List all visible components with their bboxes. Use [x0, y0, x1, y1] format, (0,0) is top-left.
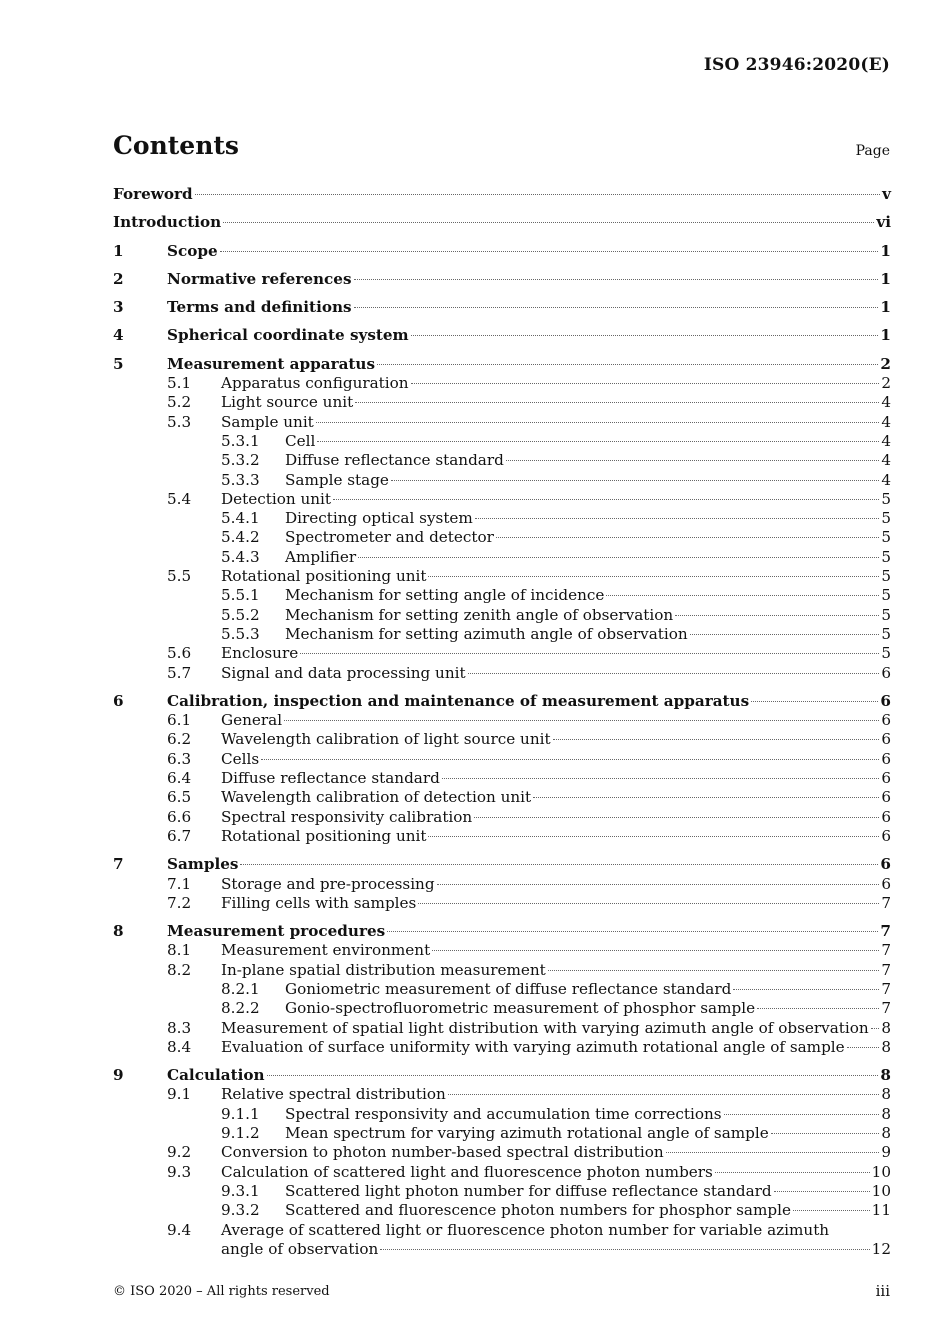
toc-entry-number: 5.4.3 — [221, 547, 260, 566]
toc-entry-number: 9.3.2 — [221, 1201, 260, 1220]
toc-entry-title[interactable]: Foreword — [113, 185, 193, 203]
toc-entry-title[interactable]: Average of scattered light or fluorescence photon number for variable azimuth — [221, 1220, 830, 1239]
toc-entry-number: 5.4.1 — [221, 509, 260, 528]
toc-entry-title[interactable]: Mechanism for setting azimuth angle of observation — [285, 624, 688, 643]
copyright-notice: © ISO 2020 – All rights reserved — [113, 1284, 330, 1299]
toc-entry[interactable] — [113, 586, 891, 605]
toc-entry-title[interactable]: Evaluation of surface uniformity with varying azimuth rotational angle of sample — [221, 1037, 845, 1056]
toc-entry-page: 7 — [881, 979, 891, 998]
toc-entry[interactable] — [113, 980, 891, 999]
toc-entry-number: 8.4 — [167, 1037, 192, 1056]
toc-entry-page: 5 — [881, 567, 891, 586]
toc-entry-title[interactable]: Signal and data processing unit — [221, 663, 466, 682]
toc-entry[interactable] — [113, 393, 891, 412]
toc-entry-page: 4 — [881, 470, 891, 489]
toc-entry-number: 9.1 — [167, 1085, 192, 1104]
toc-entry-page: 8 — [881, 1037, 891, 1056]
toc-entry[interactable] — [113, 374, 891, 393]
toc-entry-title[interactable]: Measurement procedures — [167, 922, 386, 941]
toc-entry[interactable] — [113, 185, 891, 204]
toc-entry-page: 11 — [871, 1201, 891, 1220]
toc-entry-title[interactable]: Detection unit — [221, 489, 331, 508]
toc-entry[interactable] — [113, 855, 891, 874]
table-of-contents — [113, 185, 891, 1259]
toc-entry[interactable] — [113, 1038, 891, 1057]
toc-entry-page: 12 — [871, 1239, 891, 1258]
toc-entry-title[interactable]: Calibration, inspection and maintenance of measurement apparatus — [167, 691, 750, 710]
toc-entry-page: 6 — [881, 711, 891, 730]
toc-entry-number: 7.1 — [167, 874, 192, 893]
toc-entry[interactable] — [113, 413, 891, 432]
dot-leader — [468, 673, 880, 674]
toc-entry-number: 5.5.2 — [221, 605, 260, 624]
toc-entry-title[interactable]: Calculation of scattered light and fluorescence photon numbers — [221, 1162, 713, 1181]
toc-entry[interactable] — [113, 750, 891, 769]
dot-leader — [666, 1152, 880, 1153]
toc-entry-title[interactable]: Wavelength calibration of detection unit — [221, 788, 532, 807]
toc-entry-number: 7 — [113, 855, 124, 874]
toc-entry[interactable] — [113, 606, 891, 625]
toc-entry-number: 5.1 — [167, 374, 192, 393]
dot-leader — [316, 422, 880, 423]
page-number: iii — [875, 1282, 890, 1300]
toc-entry[interactable] — [113, 1221, 891, 1240]
dot-leader — [437, 884, 880, 885]
toc-entry-number: 6.6 — [167, 807, 192, 826]
dot-leader — [757, 1008, 879, 1009]
dot-leader — [223, 222, 874, 223]
dot-leader — [411, 335, 879, 336]
toc-entry-number: 4 — [113, 326, 124, 345]
dot-leader — [377, 364, 878, 365]
toc-entry-title[interactable]: Goniometric measurement of diffuse reflectance standard — [285, 979, 732, 998]
toc-entry[interactable] — [113, 1182, 891, 1201]
toc-entry-number: 7.2 — [167, 893, 192, 912]
toc-entry-page: 1 — [880, 298, 891, 317]
toc-entry-number: 6.7 — [167, 826, 192, 845]
toc-entry[interactable] — [113, 548, 891, 567]
toc-entry-number: 8 — [113, 922, 124, 941]
toc-entry-page: 7 — [880, 922, 891, 941]
toc-entry[interactable] — [113, 451, 891, 470]
toc-entry-title[interactable]: Mechanism for setting zenith angle of observation — [285, 605, 674, 624]
toc-entry-title[interactable]: Scattered and fluorescence photon numbers for phosphor sample — [285, 1201, 791, 1220]
toc-entry[interactable] — [113, 894, 891, 913]
toc-entry-number: 8.2 — [167, 960, 192, 979]
toc-entry-page: 6 — [881, 874, 891, 893]
dot-leader — [411, 383, 880, 384]
toc-entry-title[interactable]: Amplifier — [285, 547, 357, 566]
toc-entry-title[interactable]: Terms and definitions — [167, 298, 352, 317]
toc-entry[interactable] — [113, 213, 891, 232]
toc-entry-page: 9 — [881, 1143, 891, 1162]
toc-entry-page: vi — [876, 213, 891, 232]
toc-entry-page: 1 — [880, 241, 891, 260]
toc-entry-title[interactable]: Spectrometer and detector — [285, 528, 494, 547]
toc-entry-number: 9.3 — [167, 1162, 192, 1181]
dot-leader — [496, 537, 879, 538]
toc-entry-title[interactable]: Spherical coordinate system — [167, 326, 409, 345]
dot-leader — [751, 701, 878, 702]
toc-entry-page: 6 — [881, 788, 891, 807]
toc-entry[interactable] — [113, 625, 891, 644]
toc-entry-title[interactable]: Gonio-spectrofluorometric measurement of phosphor sample — [285, 999, 756, 1018]
toc-entry-title[interactable]: Light source unit — [221, 393, 354, 412]
toc-entry[interactable] — [113, 355, 891, 374]
dot-leader — [317, 441, 879, 442]
toc-entry[interactable] — [113, 922, 891, 941]
dot-leader — [448, 1094, 880, 1095]
toc-entry-page: 8 — [881, 1018, 891, 1037]
toc-entry[interactable] — [113, 1019, 891, 1038]
toc-entry-page: v — [882, 185, 891, 203]
toc-entry-title[interactable]: Rotational positioning unit — [221, 567, 427, 586]
toc-entry-title[interactable]: Spectral responsivity calibration — [221, 807, 473, 826]
toc-entry-page: 7 — [881, 960, 891, 979]
dot-leader — [442, 778, 879, 779]
toc-entry-page: 7 — [881, 999, 891, 1018]
toc-entry[interactable] — [113, 1124, 891, 1143]
toc-entry-title[interactable]: Directing optical system — [285, 509, 473, 528]
toc-entry-number: 8.2.2 — [221, 999, 260, 1018]
document-id: ISO 23946:2020(E) — [703, 55, 890, 75]
toc-entry-number: 6 — [113, 691, 124, 710]
toc-entry-page: 7 — [881, 893, 891, 912]
toc-entry-page: 8 — [881, 1104, 891, 1123]
dot-leader — [871, 1028, 880, 1029]
toc-entry[interactable] — [113, 730, 891, 749]
toc-entry[interactable] — [113, 1240, 891, 1259]
toc-entry-title[interactable]: Scope — [167, 241, 218, 260]
dot-leader — [847, 1047, 880, 1048]
toc-entry[interactable] — [113, 1105, 891, 1124]
toc-entry[interactable] — [113, 711, 891, 730]
toc-entry[interactable] — [113, 692, 891, 711]
toc-entry-page: 6 — [881, 769, 891, 788]
toc-entry-page: 4 — [881, 431, 891, 450]
toc-entry[interactable] — [113, 432, 891, 451]
toc-entry-title[interactable]: Measurement apparatus — [167, 354, 376, 373]
toc-entry-page: 2 — [880, 354, 891, 373]
dot-leader — [387, 931, 878, 932]
toc-entry-number: 6.2 — [167, 730, 192, 749]
toc-entry-title[interactable]: Measurement of spatial light distribution with varying azimuth angle of observation — [221, 1018, 869, 1037]
toc-entry-page: 5 — [881, 644, 891, 663]
toc-entry-page: 2 — [881, 374, 891, 393]
toc-entry-page: 8 — [881, 1085, 891, 1104]
toc-entry-number: 5.4 — [167, 489, 192, 508]
dot-leader — [354, 279, 879, 280]
dot-leader — [354, 307, 879, 308]
toc-entry-number: 8.3 — [167, 1018, 192, 1037]
toc-entry-title[interactable]: Enclosure — [221, 644, 299, 663]
dot-leader — [553, 739, 880, 740]
dot-leader — [391, 480, 879, 481]
toc-entry[interactable] — [113, 490, 891, 509]
dot-leader — [474, 817, 879, 818]
contents-heading: Contents — [113, 131, 240, 160]
dot-leader — [333, 499, 879, 500]
toc-entry[interactable] — [113, 1201, 891, 1220]
toc-entry-title[interactable]: Diffuse reflectance standard — [221, 769, 440, 788]
toc-entry-title[interactable]: Rotational positioning unit — [221, 826, 427, 845]
toc-entry-page: 1 — [880, 326, 891, 345]
toc-entry-page: 6 — [881, 826, 891, 845]
toc-entry[interactable] — [113, 528, 891, 547]
toc-entry-title[interactable]: In-plane spatial distribution measurement — [221, 960, 546, 979]
dot-leader — [533, 797, 879, 798]
toc-entry-number: 5.3.3 — [221, 470, 260, 489]
toc-entry-number: 5.3.2 — [221, 451, 260, 470]
toc-entry-title[interactable]: Mechanism for setting angle of incidence — [285, 586, 605, 605]
toc-entry-title[interactable]: Relative spectral distribution — [221, 1085, 446, 1104]
toc-entry[interactable] — [113, 941, 891, 960]
toc-entry-number: 5.5 — [167, 567, 192, 586]
toc-entry-page: 4 — [881, 412, 891, 431]
toc-entry-title[interactable]: Introduction — [113, 213, 222, 232]
toc-entry-number: 9.1.2 — [221, 1124, 260, 1143]
toc-entry-page: 1 — [880, 269, 891, 288]
toc-entry-number: 5.2 — [167, 393, 192, 412]
dot-leader — [724, 1114, 880, 1115]
toc-entry-title[interactable]: Calculation — [167, 1066, 265, 1085]
dot-leader — [715, 1172, 870, 1173]
toc-entry[interactable] — [113, 567, 891, 586]
dot-leader — [548, 970, 880, 971]
toc-entry-page: 10 — [871, 1181, 891, 1200]
toc-entry[interactable] — [113, 788, 891, 807]
toc-entry-title[interactable]: Cells — [221, 749, 260, 768]
toc-entry-title[interactable]: Measurement environment — [221, 941, 431, 960]
toc-entry[interactable] — [113, 1143, 891, 1162]
toc-entry-number: 5 — [113, 354, 124, 373]
toc-entry-number: 6.4 — [167, 769, 192, 788]
dot-leader — [240, 864, 878, 865]
toc-entry-number: 9.3.1 — [221, 1181, 260, 1200]
toc-entry-number: 3 — [113, 298, 124, 317]
dot-leader — [506, 460, 879, 461]
toc-entry-title[interactable]: Apparatus configuration — [221, 374, 409, 393]
toc-entry[interactable] — [113, 999, 891, 1018]
dot-leader — [380, 1249, 869, 1250]
toc-entry-page: 5 — [881, 605, 891, 624]
toc-entry-number: 8.1 — [167, 941, 192, 960]
toc-entry-number: 6.5 — [167, 788, 192, 807]
toc-entry-number: 5.6 — [167, 644, 192, 663]
dot-leader — [428, 836, 879, 837]
toc-entry-title[interactable]: Scattered light photon number for diffuse reflectance standard — [285, 1181, 772, 1200]
toc-entry-number: 5.7 — [167, 663, 192, 682]
toc-entry-page: 8 — [881, 1124, 891, 1143]
toc-entry[interactable] — [113, 769, 891, 788]
toc-entry-number: 9.2 — [167, 1143, 192, 1162]
dot-leader — [355, 402, 879, 403]
toc-entry[interactable] — [113, 664, 891, 683]
dot-leader — [261, 759, 879, 760]
dot-leader — [300, 653, 879, 654]
toc-entry-number: 5.4.2 — [221, 528, 260, 547]
toc-entry-number: 8.2.1 — [221, 979, 260, 998]
toc-entry[interactable] — [113, 827, 891, 846]
toc-entry[interactable] — [113, 242, 891, 261]
toc-entry-title[interactable]: Sample stage — [285, 470, 389, 489]
toc-entry-title[interactable]: Sample unit — [221, 412, 314, 431]
toc-entry-title[interactable]: Wavelength calibration of light source unit — [221, 730, 551, 749]
dot-leader — [606, 595, 879, 596]
toc-entry-title[interactable]: Spectral responsivity and accumulation time corrections — [285, 1104, 722, 1123]
toc-entry[interactable] — [113, 644, 891, 663]
toc-entry-page: 6 — [881, 749, 891, 768]
toc-entry-page: 6 — [880, 855, 891, 874]
toc-entry-title[interactable]: Storage and pre-processing — [221, 874, 435, 893]
toc-entry-number: 5.5.1 — [221, 586, 260, 605]
toc-entry[interactable] — [113, 961, 891, 980]
toc-entry-page: 5 — [881, 489, 891, 508]
toc-entry-page: 5 — [881, 509, 891, 528]
toc-entry-page: 6 — [881, 663, 891, 682]
toc-entry-number: 6.3 — [167, 749, 192, 768]
dot-leader — [475, 518, 880, 519]
toc-entry-page: 8 — [880, 1066, 891, 1085]
dot-leader — [267, 1075, 879, 1076]
toc-entry[interactable] — [113, 298, 891, 317]
dot-leader — [675, 615, 879, 616]
toc-entry-number: 1 — [113, 241, 124, 260]
toc-entry[interactable] — [113, 471, 891, 490]
toc-entry-page: 5 — [881, 528, 891, 547]
toc-entry-page: 5 — [881, 624, 891, 643]
toc-entry-page: 6 — [881, 730, 891, 749]
toc-entry-title[interactable]: Normative references — [167, 269, 352, 288]
dot-leader — [774, 1191, 870, 1192]
toc-entry-number: 2 — [113, 269, 124, 288]
toc-entry[interactable] — [113, 270, 891, 289]
dot-leader — [733, 989, 879, 990]
dot-leader — [220, 251, 879, 252]
toc-entry[interactable] — [113, 1085, 891, 1104]
toc-entry-page: 6 — [881, 807, 891, 826]
dot-leader — [793, 1210, 870, 1211]
toc-entry-number: 5.3 — [167, 412, 192, 431]
toc-entry-title[interactable]: Diffuse reflectance standard — [285, 451, 504, 470]
toc-entry[interactable] — [113, 875, 891, 894]
toc-entry-title[interactable]: Samples — [167, 855, 239, 874]
toc-entry-title[interactable]: Mean spectrum for varying azimuth rotational angle of sample — [285, 1124, 769, 1143]
toc-entry-number: 9.1.1 — [221, 1104, 260, 1123]
dot-leader — [428, 576, 879, 577]
toc-entry[interactable] — [113, 326, 891, 345]
dot-leader — [690, 634, 880, 635]
toc-entry-page: 5 — [881, 586, 891, 605]
dot-leader — [195, 194, 881, 195]
dot-leader — [284, 720, 879, 721]
toc-entry-number: 6.1 — [167, 711, 192, 730]
dot-leader — [432, 950, 879, 951]
toc-entry[interactable] — [113, 1163, 891, 1182]
toc-entry-title[interactable]: Filling cells with samples — [221, 893, 417, 912]
toc-entry[interactable] — [113, 808, 891, 827]
page-column-label: Page — [855, 143, 890, 159]
toc-entry-number: 9.4 — [167, 1220, 192, 1239]
toc-entry-page: 7 — [881, 941, 891, 960]
toc-entry[interactable] — [113, 509, 891, 528]
toc-entry-title[interactable]: Conversion to photon number-based spectral distribution — [221, 1143, 664, 1162]
dot-leader — [418, 903, 879, 904]
toc-entry-title[interactable]: Cell — [285, 431, 316, 450]
toc-entry-number: 5.5.3 — [221, 624, 260, 643]
toc-entry[interactable] — [113, 1066, 891, 1085]
dot-leader — [771, 1133, 880, 1134]
toc-entry-page: 10 — [871, 1162, 891, 1181]
dot-leader — [358, 557, 879, 558]
toc-entry-page: 5 — [881, 547, 891, 566]
toc-entry-page: 4 — [881, 393, 891, 412]
toc-entry-title[interactable]: angle of observation — [221, 1239, 379, 1258]
toc-entry-number: 9 — [113, 1066, 124, 1085]
toc-entry-page: 4 — [881, 451, 891, 470]
toc-entry-page: 6 — [880, 691, 891, 710]
toc-entry-number: 5.3.1 — [221, 431, 260, 450]
toc-entry-title[interactable]: General — [221, 711, 283, 730]
